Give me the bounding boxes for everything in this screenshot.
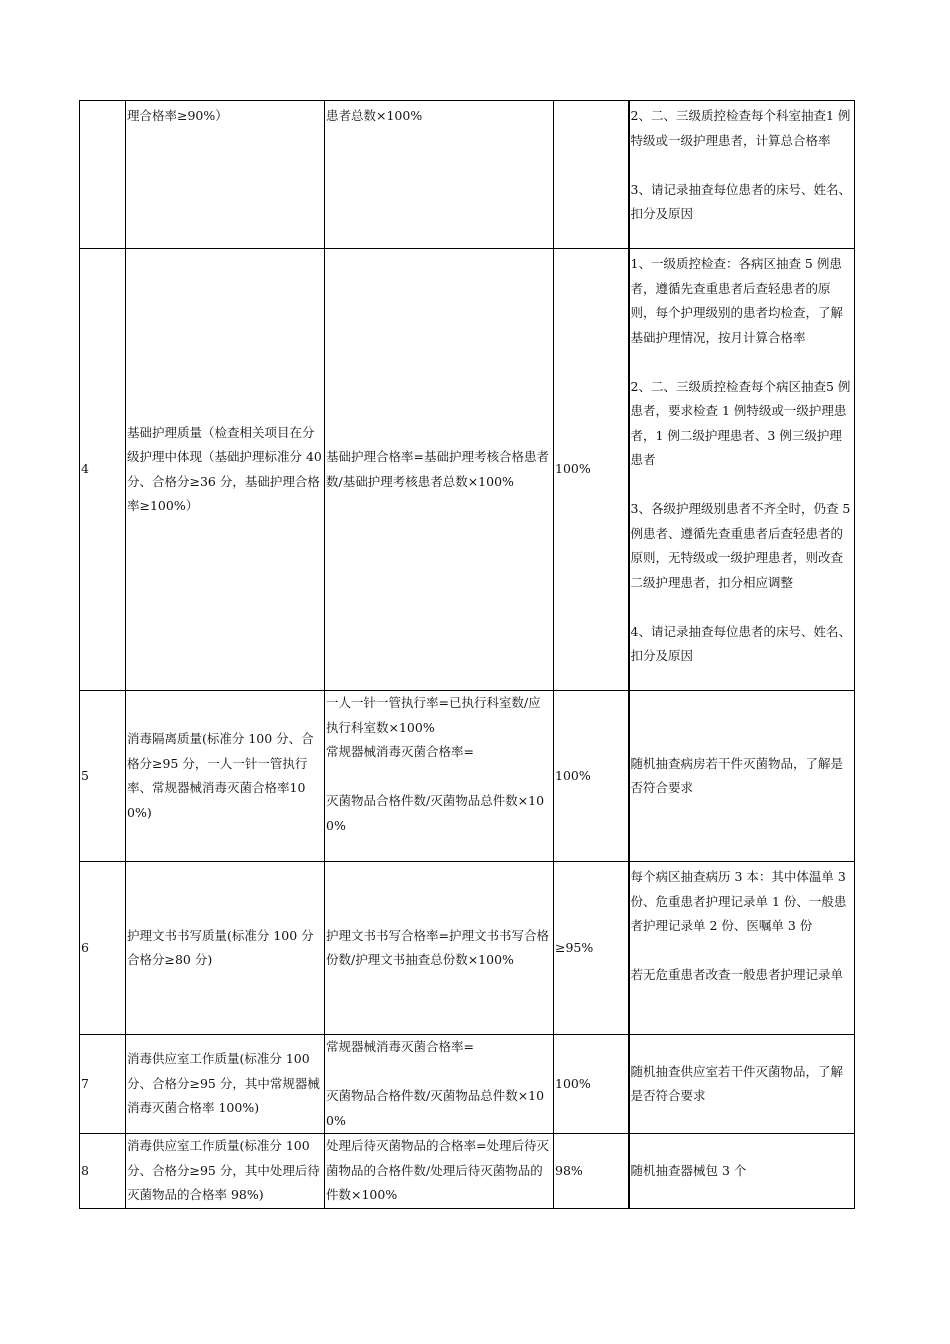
formula-text: 患者总数×100%: [326, 108, 423, 123]
method-cell: [629, 101, 855, 249]
item-text: 护理文书书写质量(标准分 100 分合格分≥80 分): [127, 927, 314, 967]
formula-text: 常规器械消毒灭菌合格率=: [326, 1039, 474, 1054]
quality-standards-table: [79, 100, 855, 1209]
method-text: 2、二、三级质控检查每个科室抽查1 例特级或一级护理患者，计算总合格率: [630, 108, 851, 148]
table-row: [80, 249, 855, 691]
row-number-cell: 8: [80, 1134, 126, 1209]
item-cell: [126, 862, 325, 1035]
table-row: [80, 862, 855, 1035]
method-text: 随机抽查器械包 3 个: [630, 1162, 747, 1178]
item-text: 基础护理质量（检查相关项目在分级护理中体现（基础护理标准分 40 分、合格分≥36 分，基础护理合格率≥100%）: [127, 424, 322, 513]
item-text: 消毒隔离质量(标准分 100 分、合格分≥95 分，一人一针一管执行率、常规器械消毒灭菌合格率100%): [127, 731, 314, 820]
method-text: 随机抽查病房若干件灭菌物品，了解是否符合要求: [630, 755, 844, 795]
item-cell: [126, 1134, 325, 1209]
target-cell: 100%: [554, 249, 629, 691]
method-text: 1、一级质控检查：各病区抽查 5 例患者，遵循先查重患者后查轻患者的原则，每个护理级别的患者均检查，了解基础护理情况，按月计算合格率: [630, 256, 844, 345]
target-cell: 100%: [554, 691, 629, 862]
method-text: 3、各级护理级别患者不齐全时，仍查 5 例患者、遵循先查重患者后查轻患者的原则，无特级或一级护理患者，则改查二级护理患者，扣分相应调整: [630, 501, 851, 590]
method-cell: [629, 691, 855, 862]
target-cell: 100%: [554, 1035, 629, 1134]
row-number-cell: [80, 101, 126, 249]
method-cell: [629, 249, 855, 691]
method-text: 2、二、三级质控检查每个病区抽查5 例患者，要求检查 1 例特级或一级护理患者，1 例二级护理患者、3 例三级护理患者: [630, 378, 851, 467]
item-cell: [126, 691, 325, 862]
method-text: 4、请记录抽查每位患者的床号、姓名、扣分及原因: [630, 623, 851, 663]
row-number-cell: 7: [80, 1035, 126, 1134]
item-cell: [126, 249, 325, 691]
table-row: [80, 1035, 855, 1134]
table-row: [80, 691, 855, 862]
target-cell: ≥95%: [554, 862, 629, 1035]
formula-cell: [325, 249, 554, 691]
formula-cell: [325, 101, 554, 249]
table-row: [80, 1134, 855, 1209]
formula-cell: [325, 862, 554, 1035]
method-cell: [629, 1134, 855, 1209]
formula-cell: [325, 691, 554, 862]
formula-text: 灭菌物品合格件数/灭菌物品总件数×100%: [326, 793, 545, 833]
target-cell: 98%: [554, 1134, 629, 1209]
target-cell: [554, 101, 629, 249]
item-text: 消毒供应室工作质量(标准分 100 分、合格分≥95 分，其中处理后待灭菌物品的合格率 98%): [127, 1138, 320, 1203]
formula-cell: [325, 1134, 554, 1209]
row-number-cell: 6: [80, 862, 126, 1035]
row-number-cell: 4: [80, 249, 126, 691]
formula-text: 常规器械消毒灭菌合格率=: [326, 744, 474, 759]
formula-text: 基础护理合格率=基础护理考核合格患者数/基础护理考核患者总数×100%: [326, 449, 549, 489]
method-text: 若无危重患者改查一般患者护理记录单: [630, 967, 844, 982]
item-cell: [126, 101, 325, 249]
formula-text: 灭菌物品合格件数/灭菌物品总件数×100%: [326, 1088, 545, 1128]
item-cell: [126, 1035, 325, 1134]
method-text: 3、请记录抽查每位患者的床号、姓名、扣分及原因: [630, 181, 851, 221]
method-cell: [629, 862, 855, 1035]
method-text: 随机抽查供应室若干件灭菌物品，了解是否符合要求: [630, 1063, 844, 1103]
formula-cell: [325, 1035, 554, 1134]
method-text: 每个病区抽查病历 3 本：其中体温单 3 份、危重患者护理记录单 1 份、一般患者护理记录单 2 份、医嘱单 3 份: [630, 869, 847, 933]
method-cell: [629, 1035, 855, 1134]
formula-text: 处理后待灭菌物品的合格率=处理后待灭菌物品的合格件数/处理后待灭菌物品的件数×100%: [326, 1138, 549, 1203]
row-number-cell: 5: [80, 691, 126, 862]
table-row: [80, 101, 855, 249]
item-text: 消毒供应室工作质量(标准分 100 分、合格分≥95 分，其中常规器械消毒灭菌合格率 100%): [127, 1051, 320, 1116]
formula-text: 护理文书书写合格率=护理文书书写合格份数/护理文书抽查总份数×100%: [326, 927, 549, 967]
formula-text: 一人一针一管执行率=已执行科室数/应执行科室数×100%: [326, 695, 541, 735]
item-text: 理合格率≥90%）: [127, 108, 228, 123]
